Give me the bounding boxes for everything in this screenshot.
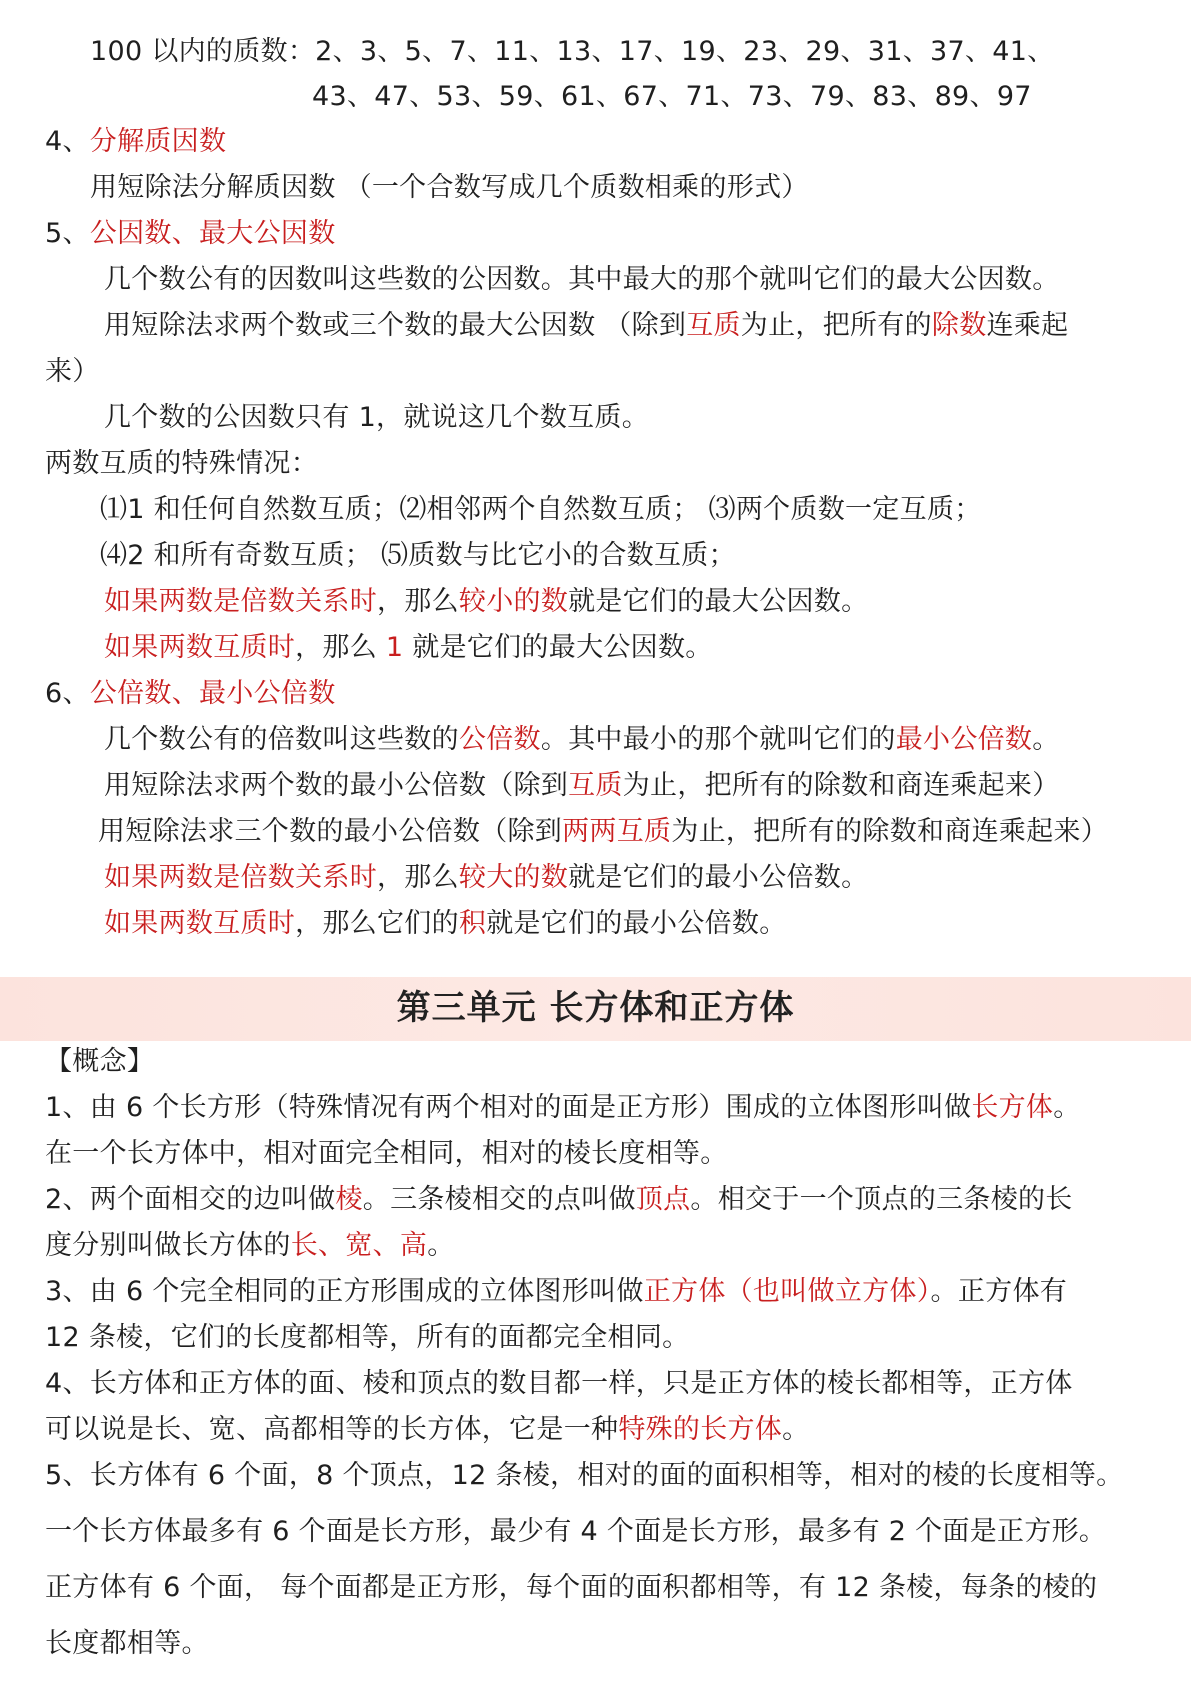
s5-l8d: 就是它们的最大公因数。 [568,586,869,617]
u3-p2g: 长、宽、高 [290,1230,428,1261]
u3-p1a: 1、由 6 个长方形（特殊情况有两个相对的面是正方形）围成的立体图形叫做 [45,1092,972,1123]
unit3-p2-line-1 [45,1182,1073,1218]
section-5-line-9 [104,630,713,666]
s5-l9d: 就是它们的最大公因数。 [403,632,713,663]
u3-p4b: 可以说是长、宽、高都相等的长方体，它是一种 [45,1414,619,1445]
unit3-p2-line-2 [45,1228,455,1264]
s5-l9c: 1 [385,632,404,663]
section-5-line-7: ⑷2 和所有奇数互质； ⑸质数与比它小的合数互质； [100,540,736,571]
section-4-heading [45,124,226,160]
s6-l2c: 为止，把所有的除数和商连乘起来） [622,770,1060,801]
s5-l2a: 用短除法求两个数或三个数的最大公因数 （除到 [104,310,687,341]
s6-l4a: 如果两数是倍数关系时 [104,862,377,893]
s6-l4c: 较大的数 [458,862,569,893]
u3-p2c: 。三条棱相交的点叫做 [362,1184,636,1215]
s5-l8b: ，那么 [377,586,459,617]
u3-p2f: 度分别叫做长方体的 [45,1230,291,1261]
section-5-title-1: 公因数 [89,218,172,249]
u3-p2h: 。 [427,1230,455,1261]
u3-p2b: 棱 [335,1184,363,1215]
unit3-p1-line-1 [45,1090,1081,1126]
s6-l1a: 几个数公有的倍数叫这些数的 [104,724,459,755]
s6-l1d: 最小公倍数 [895,724,1033,755]
s6-l1e: 。 [1032,724,1060,755]
unit-title: 第三单元 长方体和正方体 [396,988,795,1028]
section-4-number: 4、 [45,126,90,157]
s6-l2b: 互质 [568,770,623,801]
section-5-line-5: 两数互质的特殊情况： [45,448,318,479]
unit3-p5-line-2: 一个长方体最多有 6 个面是长方形，最少有 4 个面是长方形，最多有 2 个面是正方形。 [45,1516,1107,1547]
s6-l5b: ，那么它们的 [295,908,459,939]
s6-l5d: 就是它们的最小公倍数。 [486,908,787,939]
unit3-p3-line-2: 12 条棱，它们的长度都相等，所有的面都完全相同。 [45,1322,690,1353]
s6-l5a: 如果两数互质时 [104,908,296,939]
s6-l5c: 积 [458,908,487,939]
section-5-sep: 、 [171,218,199,249]
section-5-line-2 [104,308,1068,344]
section-6-number: 6、 [45,678,90,709]
section-5-line-4: 几个数的公因数只有 1，就说这几个数互质。 [104,402,650,433]
section-5-title-2: 最大公因数 [199,218,336,249]
s6-l2a: 用短除法求两个数的最小公倍数（除到 [104,770,569,801]
section-4-title: 分解质因数 [89,126,227,157]
s6-l4d: 就是它们的最小公倍数。 [568,862,869,893]
s5-l2b: 互质 [686,310,741,341]
unit3-p3-line-1 [45,1274,1067,1310]
section-6-sep: 、 [171,678,199,709]
unit3-p5-line-1: 5、长方体有 6 个面，8 个顶点，12 条棱，相对的面的面积相等，相对的棱的长度相等。 [45,1460,1124,1491]
unit3-p1-line-2: 在一个长方体中，相对面完全相同，相对的棱长度相等。 [45,1138,728,1169]
section-4-text: 用短除法分解质因数 （一个合数写成几个质数相乘的形式） [90,172,809,203]
s6-l4b: ，那么 [377,862,459,893]
section-6-line-1 [104,722,1060,758]
primes-row-2: 43、47、53、59、61、67、71、73、79、83、89、97 [312,81,1032,112]
s6-l1b: 公倍数 [458,724,541,755]
section-5-line-3: 来） [45,356,100,387]
primes-list-1: 2、3、5、7、11、13、17、19、23、29、31、37、41、 [315,36,1055,67]
s5-l2c: 为止，把所有的 [740,310,932,341]
concept-label: 【概念】 [45,1046,155,1077]
u3-p2a: 2、两个面相交的边叫做 [45,1184,336,1215]
u3-p4d: 。 [782,1414,810,1445]
unit3-p5-line-4: 长度都相等。 [45,1628,209,1659]
primes-row-1 [90,34,1055,70]
section-6-line-4 [104,860,868,896]
section-5-line-8 [104,584,868,620]
section-5-number: 5、 [45,218,90,249]
u3-p1b: 长方体 [971,1092,1054,1123]
s5-l2e: 连乘起 [986,310,1069,341]
section-6-line-2 [104,768,1060,804]
s6-l1c: 。其中最小的那个就叫它们的 [540,724,896,755]
section-5-heading [45,216,336,252]
u3-p3b: 正方体（也叫做立方体） [643,1276,931,1307]
section-6-heading [45,676,336,712]
s6-l3a: 用短除法求三个数的最小公倍数（除到 [98,816,563,847]
unit3-p4-line-1: 4、长方体和正方体的面、棱和顶点的数目都一样，只是正方体的棱长都相等，正方体 [45,1368,1073,1399]
s5-l2d: 除数 [931,310,987,341]
section-6-line-3 [98,814,1108,850]
section-5-line-6: ⑴1 和任何自然数互质；⑵相邻两个自然数互质； ⑶两个质数一定互质； [100,494,982,525]
section-6-line-5 [104,906,787,942]
s5-l9b: ，那么 [295,632,386,663]
s5-l8c: 较小的数 [458,586,569,617]
section-6-title-1: 公倍数 [89,678,172,709]
s6-l3b: 两两互质 [562,816,672,847]
section-5-line-1: 几个数公有的因数叫这些数的公因数。其中最大的那个就叫它们的最大公因数。 [104,264,1060,295]
s5-l9a: 如果两数互质时 [104,632,296,663]
u3-p2e: 。相交于一个顶点的三条棱的长 [690,1184,1073,1215]
unit3-p4-line-2 [45,1412,809,1448]
u3-p3a: 3、由 6 个完全相同的正方形围成的立体图形叫做 [45,1276,644,1307]
section-6-title-2: 最小公倍数 [199,678,336,709]
s5-l8a: 如果两数是倍数关系时 [104,586,377,617]
unit3-p5-line-3: 正方体有 6 个面， 每个面都是正方形，每个面的面积都相等，有 12 条棱，每条的棱的 [45,1572,1098,1603]
u3-p2d: 顶点 [635,1184,691,1215]
u3-p4c: 特殊的长方体 [618,1414,783,1445]
u3-p3c: 。正方体有 [930,1276,1068,1307]
s6-l3c: 为止，把所有的除数和商连乘起来） [671,816,1109,847]
primes-label: 100 以内的质数： [90,36,316,67]
u3-p1c: 。 [1053,1092,1081,1123]
